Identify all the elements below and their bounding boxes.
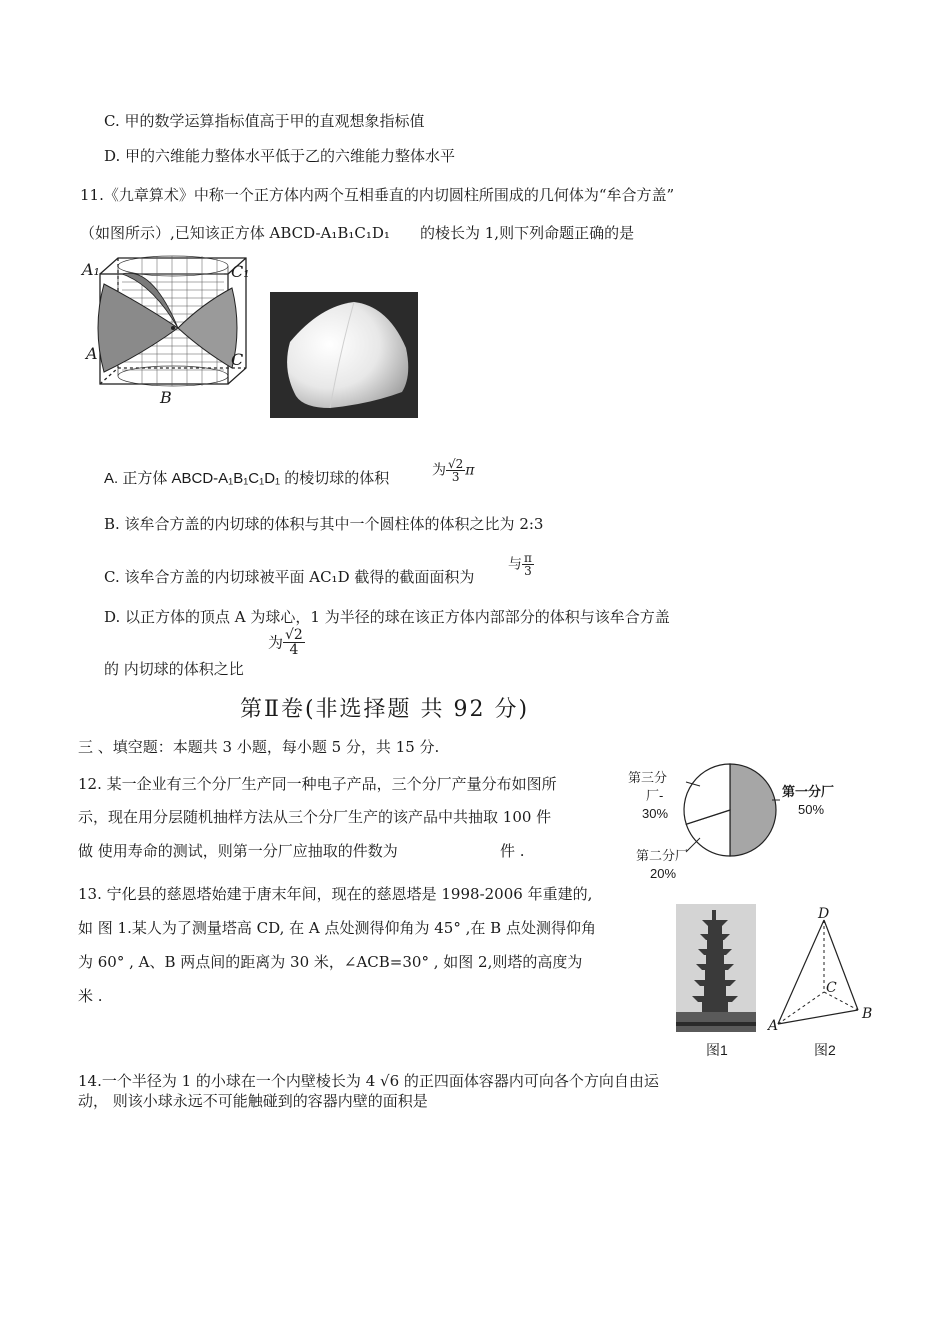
- q11-option-c-yu: 与: [508, 556, 522, 573]
- q11-option-a-den: 3: [451, 470, 460, 484]
- pagoda-photo: [676, 904, 756, 1032]
- q11-option-c-num: π: [524, 551, 532, 565]
- q11-option-d-num: √2: [285, 627, 303, 643]
- q13-line4: 米 .: [78, 987, 103, 1005]
- factory-output-pie-chart: [680, 760, 780, 860]
- q12-line2: 示，现在用分层随机抽样方法从三个分厂生产的该产品中共抽取 100 件: [78, 808, 552, 826]
- q13-line3: 为 60° , A、B 两点间的距离为 30 米，∠ACB=30° , 如图 2,则塔的高度为: [78, 953, 583, 971]
- q11-option-c: C. 该牟合方盖的内切球被平面 AC₁D 截得的截面面积为: [104, 568, 475, 586]
- q11-stem-line2a: （如图所示）,已知该正方体 ABCD-A₁B₁C₁D₁: [80, 224, 390, 242]
- pie-label-third-name-1: 第三分: [628, 770, 668, 785]
- q11-option-c-formula: [508, 552, 534, 577]
- q10-option-c: C. 甲的数学运算指标值高于甲的直观想象指标值: [104, 112, 425, 130]
- q11-option-a-wei: 为: [432, 462, 446, 479]
- figure-2-caption: 图2: [814, 1042, 836, 1058]
- q12-line3b: 件 .: [500, 842, 525, 860]
- pie-label-second-pct: 20%: [650, 866, 677, 881]
- q11-stem-line1: 11.《九章算术》中称一个正方体内两个互相垂直的内切圆柱所围成的几何体为“牟合方盖”: [80, 186, 675, 204]
- q11-option-a-text: A. 正方体 ABCD-A₁B₁C₁D₁ 的棱切球的体积: [104, 470, 390, 487]
- q11-option-d-line2: 的 内切球的体积之比: [104, 660, 244, 678]
- q11-option-a-formula: [432, 458, 474, 483]
- q11-option-d-wei: 为: [268, 633, 284, 652]
- q11-option-d-den: 4: [289, 642, 299, 658]
- tetra-label-b: B: [862, 1006, 873, 1022]
- mouhefanggai-photo: [270, 292, 418, 418]
- q11-option-d-formula: [268, 628, 305, 657]
- q11-option-a-num: √2: [448, 457, 464, 471]
- pie-label-first-pct: 50%: [798, 802, 825, 817]
- q13-line1: 13. 宁化县的慈恩塔始建于唐末年间，现在的慈恩塔是 1998-2006 年重建的,: [78, 885, 593, 903]
- q13-line2: 如 图 1.某人为了测量塔高 CD, 在 A 点处测得仰角为 45° ,在 B 点处测得仰角: [78, 919, 596, 937]
- tetra-label-d: D: [818, 906, 830, 922]
- pie-label-second-name: 第二分厂: [636, 848, 689, 863]
- pie-label-first-name: 第一分厂: [782, 784, 835, 799]
- figure-1-caption: 图1: [706, 1042, 728, 1058]
- q14-line1: 14.一个半径为 1 的小球在一个内壁棱长为 4 √6 的正四面体容器内可向各个方向自由运: [78, 1072, 659, 1090]
- figure-label-c: C: [231, 350, 244, 369]
- pie-slice-1: [730, 764, 776, 856]
- q11-option-c-den: 3: [524, 564, 532, 578]
- figure-label-c1: C₁: [231, 262, 250, 281]
- q12-line3a: 做 使用寿命的测试，则第一分厂应抽取的件数为: [78, 842, 398, 860]
- q11-stem-line2b: 的棱长为 1,则下列命题正确的是: [420, 224, 635, 242]
- pie-label-third-name-2: 厂-: [646, 788, 664, 803]
- figure-label-a: A: [86, 344, 98, 363]
- q11-option-a-pi: π: [465, 462, 475, 479]
- q11-option-d-line1: D. 以正方体的顶点 A 为球心，1 为半径的球在该正方体内部部分的体积与该牟合方盖: [104, 608, 670, 626]
- q10-option-d: D. 甲的六维能力整体水平低于乙的六维能力整体水平: [104, 147, 456, 165]
- figure-label-b: B: [160, 388, 172, 407]
- pie-leader-line-3: [686, 838, 700, 852]
- section-ii-title: 第Ⅱ卷(非选择题 共 92 分): [240, 697, 530, 722]
- tetra-label-c: C: [826, 980, 837, 996]
- tetrahedron-figure: [762, 904, 878, 1034]
- q11-option-b: B. 该牟合方盖的内切球的体积与其中一个圆柱体的体积之比为 2:3: [104, 515, 544, 533]
- fill-in-header: 三 、填空题：本题共 3 小题，每小题 5 分，共 15 分.: [78, 738, 440, 756]
- q11-option-a: [104, 470, 389, 488]
- tetra-label-a: A: [768, 1018, 779, 1034]
- figure-label-a1: A₁: [82, 260, 100, 279]
- q14-line2: 动， 则该小球永远不可能触碰到的容器内壁的面积是: [78, 1092, 428, 1110]
- q12-line1: 12. 某一企业有三个分厂生产同一种电子产品，三个分厂产量分布如图所: [78, 775, 557, 793]
- pie-label-third-pct: 30%: [642, 806, 669, 821]
